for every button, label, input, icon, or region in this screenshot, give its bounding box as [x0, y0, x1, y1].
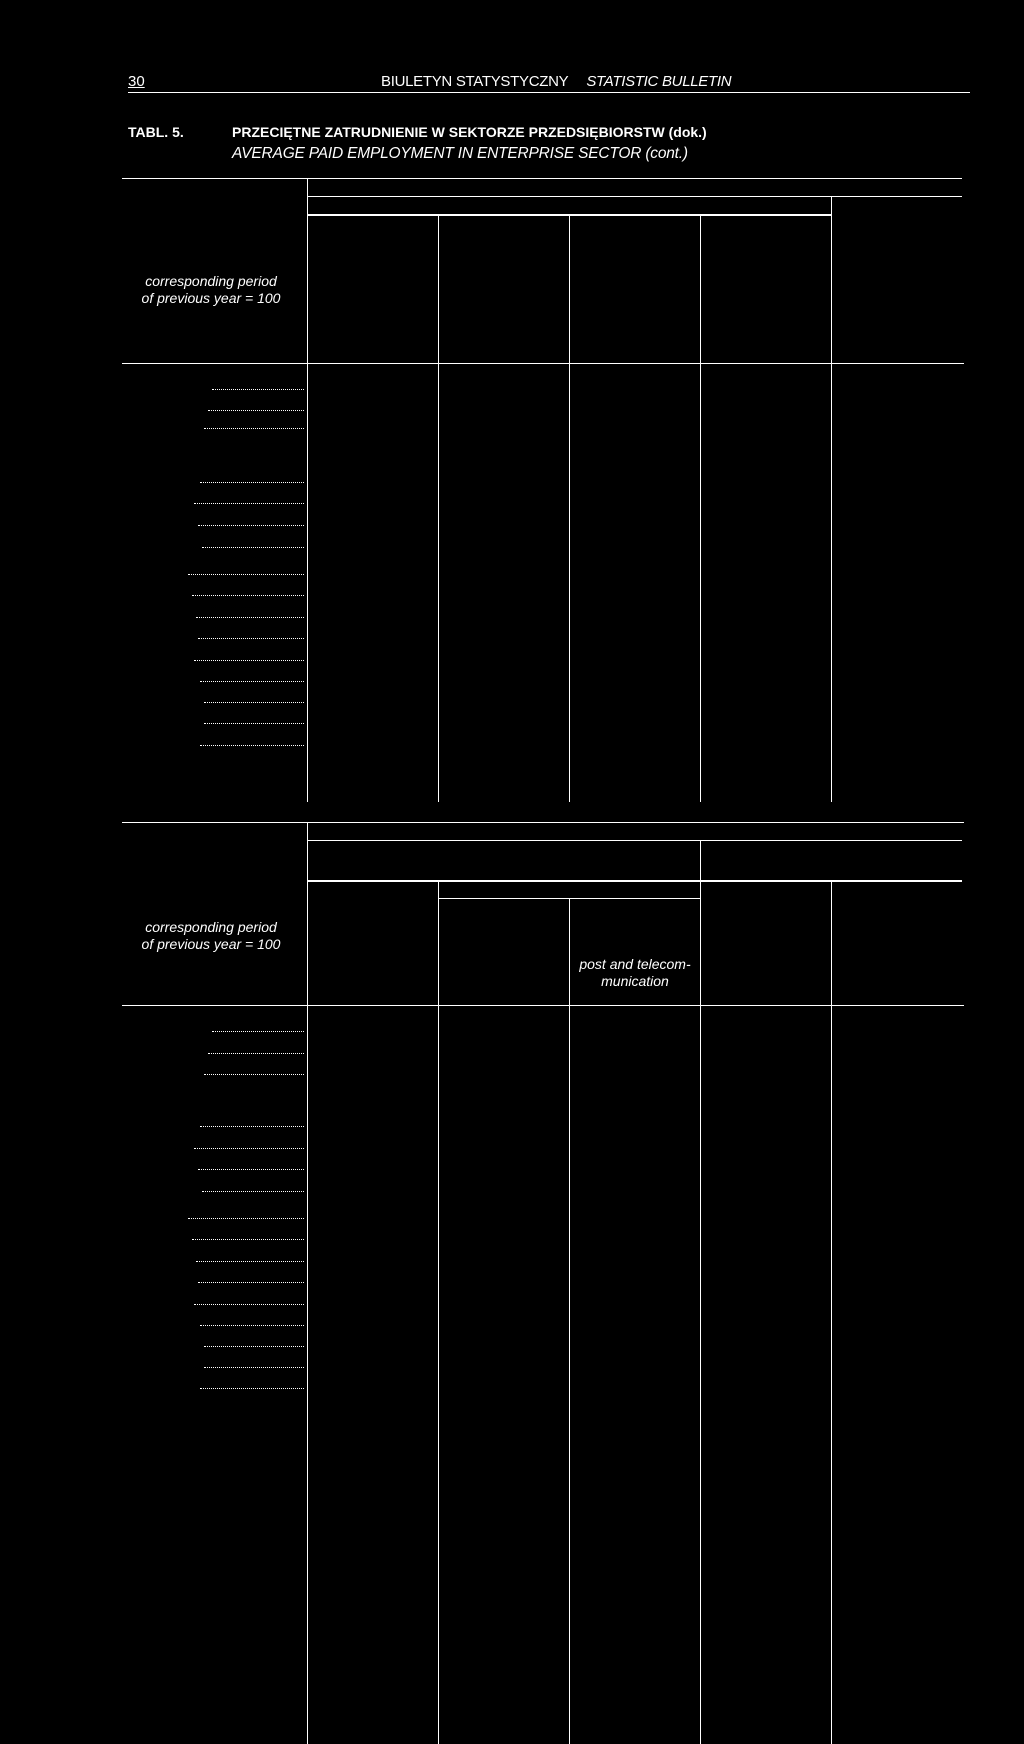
row-leader: [208, 1053, 304, 1054]
upper-table-header-bottom-border: [122, 363, 964, 364]
row-leader: [194, 503, 304, 504]
upper-table-column-divider: [700, 215, 701, 802]
row-leader: [194, 1148, 304, 1149]
lower-table-header-rule: [307, 840, 962, 841]
lower-table-stub-divider: [307, 822, 308, 1744]
header-rule: [128, 92, 970, 93]
row-leader: [194, 660, 304, 661]
row-leader: [212, 389, 304, 390]
row-leader: [200, 681, 304, 682]
upper-stub-header-line: corresponding period: [145, 273, 277, 289]
row-leader: [200, 1325, 304, 1326]
upper-table-top-border: [122, 178, 962, 179]
row-leader: [204, 1346, 304, 1347]
row-leader: [200, 482, 304, 483]
page-number: 30: [128, 73, 145, 90]
row-leader: [204, 1074, 304, 1075]
lower-stub-header: [138, 919, 284, 953]
row-leader: [212, 1031, 304, 1032]
upper-table-header-rule: [307, 196, 962, 197]
row-leader: [204, 723, 304, 724]
row-leader: [204, 702, 304, 703]
row-leader: [194, 1304, 304, 1305]
lower-table-top-border: [122, 822, 964, 823]
row-leader: [198, 1282, 304, 1283]
lower-stub-header-line: of previous year = 100: [141, 936, 281, 952]
column-header-line: post and telecom-: [579, 956, 691, 972]
upper-table-column-divider: [438, 215, 439, 802]
row-leader: [192, 595, 304, 596]
lower-table-header-bottom-border: [122, 1005, 964, 1006]
table-label: TABL. 5.: [128, 124, 184, 140]
lower-table-column-divider: [700, 840, 701, 1744]
row-leader: [200, 745, 304, 746]
column-header-line: munication: [601, 973, 669, 989]
bulletin-title-en: STATISTIC BULLETIN: [586, 73, 732, 90]
bulletin-title-pl: BIULETYN STATYSTYCZNY: [381, 73, 569, 90]
row-leader: [200, 1388, 304, 1389]
row-leader: [198, 525, 304, 526]
row-leader: [200, 1126, 304, 1127]
lower-stub-header-line: corresponding period: [145, 919, 277, 935]
row-leader: [204, 428, 304, 429]
table-title-en: AVERAGE PAID EMPLOYMENT IN ENTERPRISE SECTOR (cont.): [232, 145, 688, 162]
running-header: [381, 73, 731, 90]
row-leader: [204, 1367, 304, 1368]
row-leader: [202, 547, 304, 548]
post-telecom-column-header: [574, 956, 696, 990]
row-leader: [202, 1191, 304, 1192]
row-leader: [196, 617, 304, 618]
lower-table-column-divider: [569, 898, 570, 1744]
row-leader: [208, 410, 304, 411]
row-leader: [188, 574, 304, 575]
lower-table-subheader-rule: [307, 880, 962, 882]
upper-table-stub-divider: [307, 178, 308, 802]
table-title-pl: PRZECIĘTNE ZATRUDNIENIE W SEKTORZE PRZEDSIĘBIORSTW (dok.): [232, 124, 707, 140]
lower-table-column-divider: [831, 880, 832, 1744]
row-leader: [188, 1218, 304, 1219]
upper-stub-header: [138, 273, 284, 307]
upper-stub-header-line: of previous year = 100: [141, 290, 281, 306]
row-leader: [198, 1169, 304, 1170]
lower-table-column-divider: [438, 880, 439, 1744]
row-leader: [196, 1261, 304, 1262]
row-leader: [198, 638, 304, 639]
upper-table-column-divider: [831, 196, 832, 802]
row-leader: [192, 1239, 304, 1240]
upper-table-column-divider: [569, 215, 570, 802]
